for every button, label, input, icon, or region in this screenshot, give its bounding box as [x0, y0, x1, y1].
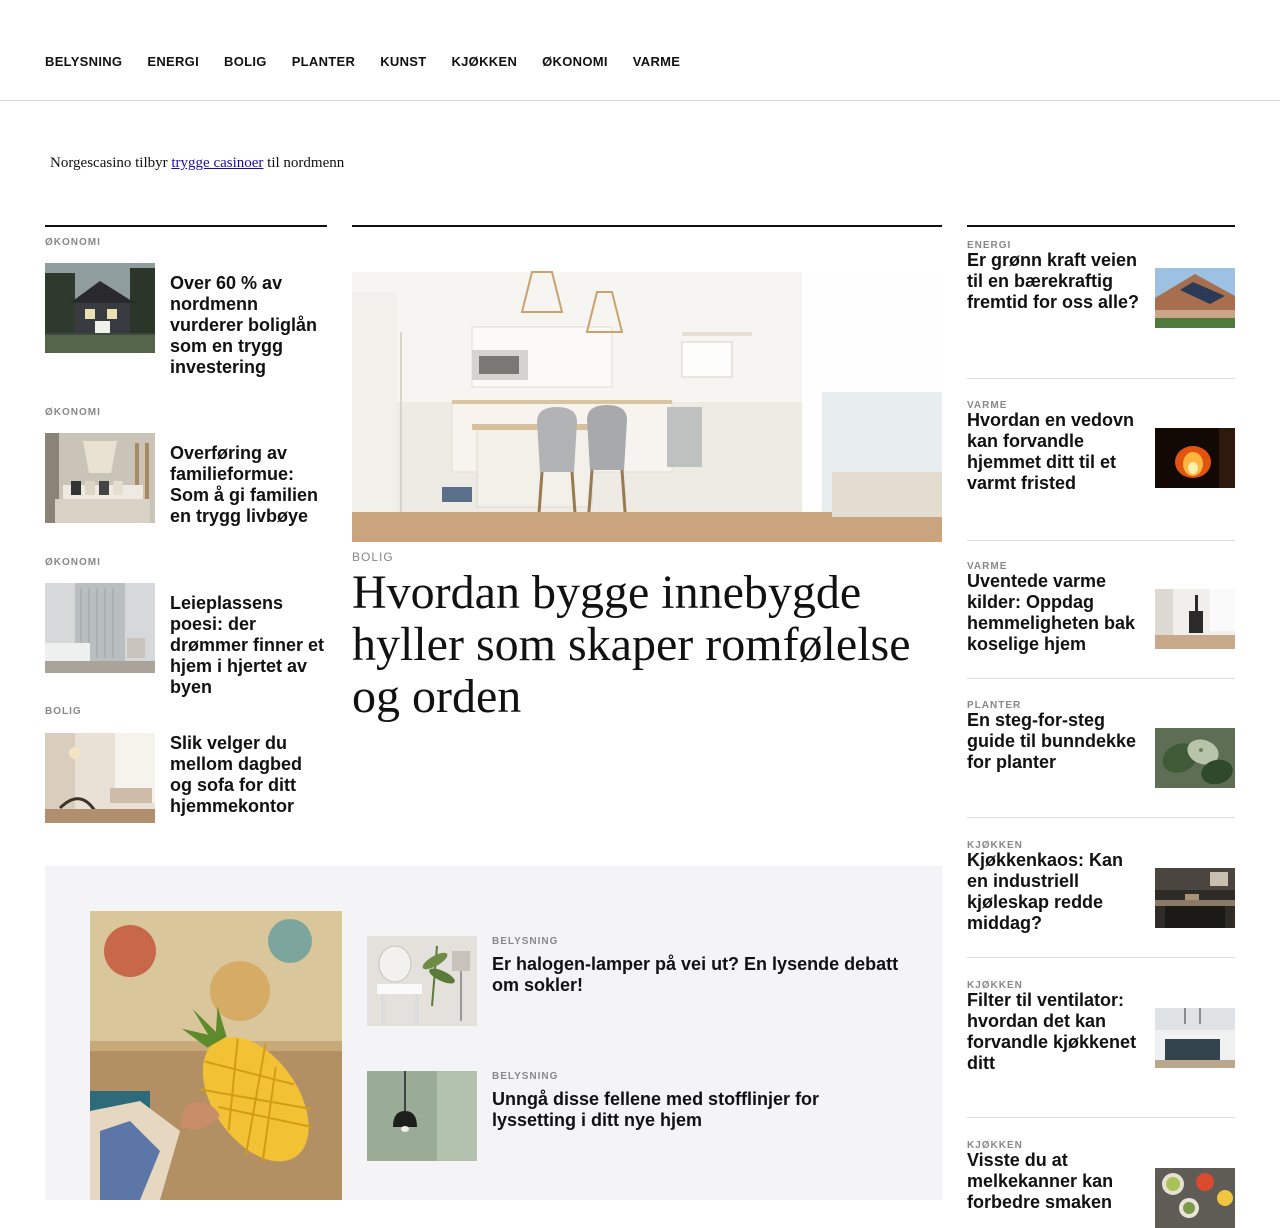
living-room-image[interactable] — [45, 733, 155, 823]
green-leaves-image[interactable] — [1155, 728, 1235, 788]
nav-item-okonomi[interactable]: ØKONOMI — [542, 54, 608, 69]
featured-title[interactable]: Hvordan bygge innebygde hyller som skaper romfølelse og orden — [352, 566, 911, 723]
category-menu — [45, 54, 705, 69]
article-title[interactable]: Kjøkkenkaos: Kan en industriell kjøleskap redde middag? — [967, 850, 1124, 933]
divider — [967, 540, 1235, 541]
divider — [967, 817, 1235, 818]
divider — [967, 378, 1235, 379]
article-category[interactable]: VARME — [967, 400, 1008, 411]
nav-item-bolig[interactable]: BOLIG — [224, 54, 267, 69]
article-category[interactable]: BOLIG — [45, 706, 82, 717]
article-category[interactable]: ENERGI — [967, 240, 1012, 251]
pendant-lamp-image[interactable] — [367, 1071, 477, 1161]
top-navigation — [0, 0, 1280, 101]
featured-article[interactable] — [352, 225, 942, 723]
article-title[interactable]: Uventede varme kilder: Oppdag hemmeligheten bak koselige hjem — [967, 571, 1136, 654]
minimal-bedroom-image[interactable] — [45, 583, 155, 673]
article-category[interactable]: VARME — [967, 561, 1008, 572]
article-category[interactable]: ØKONOMI — [45, 557, 101, 568]
article-category[interactable]: KJØKKEN — [967, 840, 1023, 851]
article-title[interactable]: Over 60 % av nordmenn vurderer boliglån som en trygg investering — [170, 273, 318, 377]
food-bowls-image[interactable] — [1155, 1168, 1235, 1228]
nav-item-energi[interactable]: ENERGI — [147, 54, 200, 69]
article-title[interactable]: Er halogen-lamper på vei ut? En lysende debatt om sokler! — [492, 954, 899, 995]
divider — [967, 957, 1235, 958]
article-category[interactable]: ØKONOMI — [45, 407, 101, 418]
promo-link[interactable]: trygge casinoer — [171, 155, 264, 171]
article-category[interactable]: BELYSNING — [492, 936, 559, 947]
nav-item-kjokken[interactable]: KJØKKEN — [451, 54, 518, 69]
kitchen-island-image[interactable] — [1155, 1008, 1235, 1068]
article-title[interactable]: Overføring av familieformue: Som å gi familien en trygg livbøye — [170, 443, 319, 526]
house-exterior-image[interactable] — [45, 263, 155, 353]
article-title[interactable]: En steg-for-steg guide til bunndekke for planter — [967, 710, 1137, 772]
stove-living-room-image[interactable] — [1155, 589, 1235, 649]
article-category[interactable]: KJØKKEN — [967, 980, 1023, 991]
promo-before: Norgescasino tilbyr — [50, 155, 172, 171]
vanity-lamp-image[interactable] — [367, 936, 477, 1026]
wood-stove-fire-image[interactable] — [1155, 428, 1235, 488]
featured-category[interactable]: BOLIG — [352, 550, 394, 564]
nav-item-belysning[interactable]: BELYSNING — [45, 54, 123, 69]
divider — [967, 1117, 1235, 1118]
dark-kitchen-image[interactable] — [1155, 868, 1235, 928]
article-category[interactable]: KJØKKEN — [967, 1140, 1023, 1151]
article-category[interactable]: ØKONOMI — [45, 237, 101, 248]
divider — [967, 678, 1235, 679]
article-title[interactable]: Slik velger du mellom dagbed og sofa for ditt hjemmekontor — [170, 733, 303, 816]
nav-item-varme[interactable]: VARME — [632, 54, 681, 69]
article-title[interactable]: Visste du at melkekanner kan forbedre smaken — [967, 1150, 1114, 1212]
left-article-list — [45, 225, 327, 816]
article-title[interactable]: Er grønn kraft veien til en bærekraftig fremtid for oss alle? — [967, 250, 1140, 312]
article-title[interactable]: Filter til ventilator: hvordan det kan forvandle kjøkkenet ditt — [967, 990, 1137, 1073]
right-article-list — [967, 225, 1235, 1212]
pineapple-plate-image[interactable] — [90, 911, 342, 1200]
article-title[interactable]: Unngå disse fellene med stofflinjer for lyssetting i ditt nye hjem — [492, 1089, 820, 1130]
highlight-section — [45, 866, 942, 1200]
promo-after: til nordmenn — [263, 155, 345, 171]
article-category[interactable]: PLANTER — [967, 700, 1022, 711]
nav-item-planter[interactable]: PLANTER — [291, 54, 356, 69]
article-title[interactable]: Leieplassens poesi: der drømmer finner et hjem i hjertet av byen — [170, 593, 325, 697]
bedroom-macrame-image[interactable] — [45, 433, 155, 523]
bright-kitchen-image[interactable] — [352, 272, 942, 542]
article-title[interactable]: Hvordan en vedovn kan forvandle hjemmet ditt til et varmt fristed — [967, 410, 1135, 493]
nav-item-kunst[interactable]: KUNST — [380, 54, 427, 69]
article-category[interactable]: BELYSNING — [492, 1071, 559, 1082]
solar-roof-image[interactable] — [1155, 268, 1235, 328]
promo-text — [50, 155, 344, 172]
